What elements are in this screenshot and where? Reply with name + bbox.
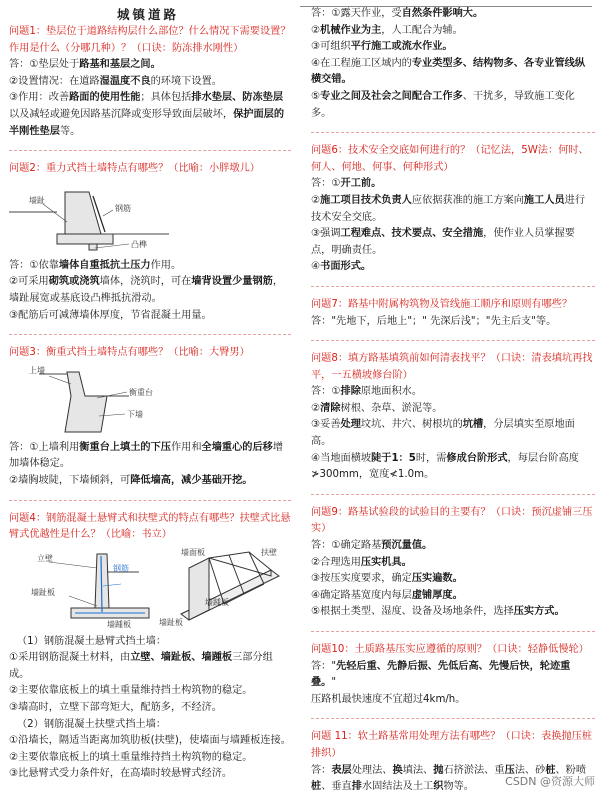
answer-line: ②主要依靠底板上的填土重量维持挡土构筑物的稳定。 [9, 751, 253, 763]
dashed-divider [311, 494, 595, 495]
question-3-text: 问题3：衡重式挡土墙特点有哪些？（比喻：大臀男） [9, 347, 250, 359]
csdn-watermark: CSDN @资源大师 [505, 775, 595, 788]
answer-line: ②可采用砌筑或浇筑墙体，浇筑时，可在墙背设置少量钢筋，墙趾展宽或基底设凸榫抵抗滑动。 [9, 276, 284, 304]
answer-line: 答：①露天作业，受自然条件影响大。 [311, 8, 484, 19]
label-lower-wall: 下墙 [127, 409, 143, 419]
label-heel-slab: 墙踵板 [107, 619, 131, 629]
dashed-divider [9, 334, 291, 335]
answer-line: ④书面形式。 [311, 261, 372, 273]
question-10-text: 问题10：土质路基压实应遵循的原则？（口诀：轻静低慢轮） [311, 644, 589, 655]
question-6-text: 问题6：技术安全交底如何进行的？（记忆法，5W法：何时、何人、何地、何事、何种形式） [311, 145, 589, 173]
answer-line: ②主要依靠底板上的填土重量维持挡土构筑物的稳定。 [9, 685, 253, 697]
answer-line: ③按压实度要求，确定压实遍数。 [311, 573, 463, 585]
answer-line: ④当地面横坡陡于1：5时，需修成台阶形式，每层台阶高度≯300mm，宽度≮1.0m。 [311, 452, 579, 481]
label-face-slab: 墙面板 [181, 547, 205, 557]
answer-line: 答：①开工前。 [311, 178, 382, 190]
question-7-text: 问题7：路基中附属构筑物及管线施工顺序和原则有哪些？ [311, 298, 573, 310]
dashed-divider [9, 500, 291, 501]
answer-line: ③作用：改善路面的使用性能；具体包括排水垫层、防冻垫层以及减轻或避免因路基沉降或变形导致面层破坏，保护面层的半刚性垫层等。 [9, 92, 285, 137]
question-10 [311, 642, 595, 708]
answer-line: ②清除树根、杂草、淤泥等。 [311, 402, 443, 414]
question-5-continued [311, 6, 595, 122]
answer-line: 答：①垫层处于路基和基层之间。 [9, 59, 161, 71]
question-4 [9, 511, 291, 784]
label-rebar: 钢筋 [113, 563, 129, 573]
answer-line: ③强调工程难点、技术要点、安全措施，使作业人员掌握要点，明确责任。 [311, 228, 575, 256]
label-upper-wall: 上墙 [29, 365, 45, 375]
dashed-divider [311, 132, 595, 133]
answer-line: ②合理选用压实机具。 [311, 556, 412, 568]
answer-line: ③可组织平行施工或流水作业。 [311, 41, 453, 53]
answer-line: 答：①依靠墙体自重抵抗土压力作用。 [9, 259, 182, 271]
answer-line: ⑤根据土类型、湿度、设备及场地条件，选择压实方式。 [311, 606, 565, 618]
question-4-text: 问题4：钢筋混凝土悬臂式和扶壁式的特点有哪些？扶壁式比悬臂式优越性是什么？（比喻：书立） [9, 512, 291, 541]
sub-heading: （2）钢筋混凝土扶壁式挡土墙： [17, 718, 167, 730]
question-8-text: 问题8：填方路基填筑前如何清表找平？（口诀：清表填坑再找平，一五横坡修台阶） [311, 353, 593, 381]
label-heel-slab-2: 墙踵板 [205, 597, 229, 607]
answer-line: ④确定路基宽度内每层虚铺厚度。 [311, 589, 463, 601]
sub-heading: （1）钢筋混凝土悬臂式挡土墙： [17, 635, 167, 647]
answer-line: ③配筋后可减薄墙体厚度，节省混凝土用量。 [9, 309, 212, 321]
question-6 [311, 143, 595, 276]
answer-line: 答：①上墙利用衡重台上填土的下压作用和全墙重心的后移增加墙体稳定。 [9, 441, 284, 470]
counterweight-wall-diagram [9, 366, 209, 438]
answer-line: ③比悬臂式受力条件好，在高墙时较悬臂式经济。 [9, 768, 233, 780]
answer-line: ①采用钢筋混凝土材料，由立壁、墙趾板、墙踵板三部分组成。 [9, 652, 273, 680]
answer-line: ②墙胸坡陡，下墙倾斜，可降低墙高，减少基础开挖。 [9, 474, 253, 486]
question-8 [311, 351, 595, 484]
answer-line: ③妥善处理坟坑、井穴、树根坑的坑槽，分层填实至原地面高。 [311, 419, 575, 448]
question-2-text: 问题2：重力式挡土墙特点有哪些？（比喻：小胖墩儿） [9, 163, 260, 175]
label-tenon: 凸榫 [131, 239, 147, 249]
gravity-wall-diagram [9, 182, 209, 256]
label-platform: 衡重台 [129, 387, 153, 397]
answer-line: ③墙高时，立壁下部弯矩大，配筋多，不经济。 [9, 702, 222, 714]
question-1 [9, 24, 291, 140]
answer-line: ④在工程施工区域内的专业类型多、结构物多、各专业管线纵横交错。 [311, 57, 586, 86]
answer-line: 答：①确定路基预沉量值。 [311, 540, 433, 552]
answer-line: 答：①排除原地面积水。 [311, 386, 423, 398]
answer-line: 答："先地下，后地上"；" 先深后浅"；"先主后支"等。 [311, 315, 557, 327]
dashed-divider [311, 286, 595, 287]
question-3 [9, 345, 291, 489]
dashed-divider [311, 631, 595, 632]
answer-line: ②机械作业为主，人工配合为辅。 [311, 24, 463, 36]
cantilever-buttress-diagram [9, 548, 291, 632]
dashed-divider [311, 718, 595, 719]
answer-line: 答：表层处理法、换填法、抛石挤淤法、重压法、砂桩、粉喷桩、垂直排水固结法及土工织物等。 [311, 764, 587, 793]
answer-line: ①沿墙长，隔适当距离加筑肋板(扶壁)，使墙面与墙踵板连接。 [9, 735, 291, 747]
question-9 [311, 505, 595, 621]
question-1-text: 问题1：垫层位于道路结构层什么部位？什么情况下需要设置？作用是什么（分哪几种）？（口诀：防冻排水刚性） [9, 26, 291, 54]
right-column [311, 6, 595, 796]
label-rebar: 钢筋 [115, 203, 131, 213]
question-11-text: 问题 11：软土路基常用处理方法有哪些？（口诀：表换抛压桩排织） [311, 731, 593, 759]
question-2 [9, 161, 291, 324]
label-toe-slab-2: 墙趾板 [159, 617, 183, 627]
answer-line: ②施工项目技术负责人应依据获准的施工方案向施工人员进行技术安全交底。 [311, 194, 586, 223]
answer-line: 答："先轻后重、先静后振、先低后高、先慢后快，轮迹重叠。" [311, 660, 571, 689]
label-vertical-wall: 立壁 [37, 553, 53, 563]
dashed-divider [9, 150, 291, 151]
label-toe-slab: 墙趾板 [31, 587, 55, 597]
left-column [9, 6, 291, 783]
label-buttress: 扶壁 [261, 547, 277, 557]
answer-line: 压路机最快速度不宜超过4km/h。 [311, 693, 466, 705]
page-title: 城镇道路 [117, 7, 180, 22]
answer-line: ②设置情况：在道路湿温度不良的环境下设置。 [9, 75, 222, 87]
dashed-divider [311, 340, 595, 341]
question-9-text: 问题9：路基试验段的试验目的主要有？（口诀：预沉虚铺三压实） [311, 506, 593, 535]
question-7 [311, 297, 595, 330]
answer-line: ⑤专业之间及社会之间配合工作多、干扰多，导致施工变化多。 [311, 90, 575, 119]
label-wall-toe: 墙趾 [29, 195, 45, 205]
